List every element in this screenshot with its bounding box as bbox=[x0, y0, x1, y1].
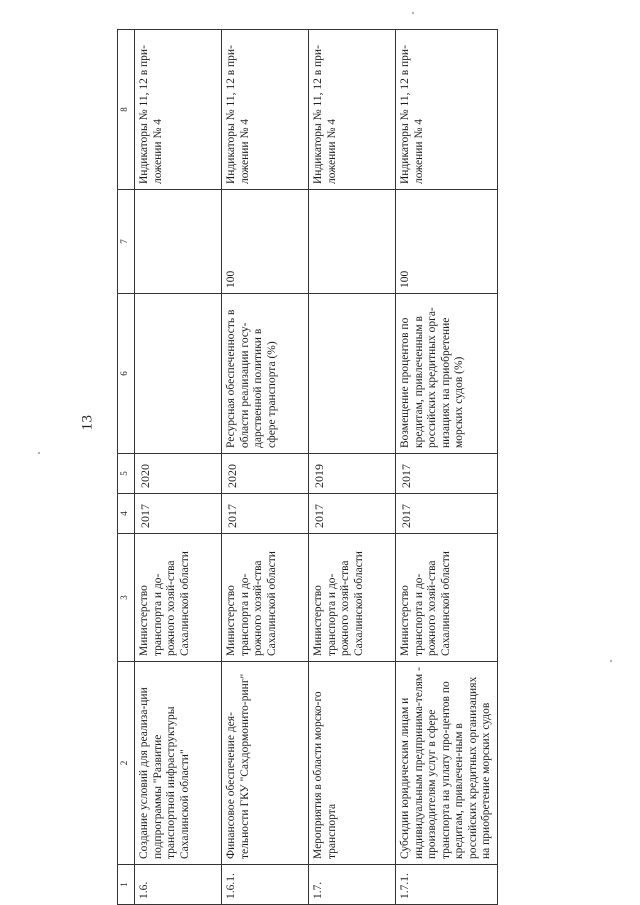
executor: Министерство транспорта и до-рожного хозяй-ства Сахалинской области bbox=[309, 534, 396, 662]
measure-name: Мероприятия в области морско-го транспорта bbox=[309, 662, 396, 865]
indicator-value bbox=[135, 190, 222, 294]
start-year: 2017 bbox=[135, 494, 222, 534]
col-header-4: 4 bbox=[118, 494, 135, 534]
col-header-6: 6 bbox=[118, 294, 135, 454]
table-stage bbox=[117, 30, 493, 905]
col-header-3: 3 bbox=[118, 534, 135, 662]
indicator bbox=[135, 294, 222, 454]
col-header-7: 7 bbox=[118, 190, 135, 294]
indicator: Возмещение процентов по кредитам, привлеченным в российских кредитных орга-низациях на приобретение морских судов (%) bbox=[396, 294, 498, 454]
indicator bbox=[309, 294, 396, 454]
scan-speck bbox=[38, 452, 40, 454]
scan-speck bbox=[412, 12, 414, 14]
col-header-8: 8 bbox=[118, 30, 135, 190]
col-header-5: 5 bbox=[118, 454, 135, 494]
measure-name: Создание условий для реализа-ции подпрограммы "Развитие транспортной инфраструктуры Сахалинской области" bbox=[135, 662, 222, 865]
table-row bbox=[135, 30, 222, 905]
measure-name: Субсидии юридическим лицам и индивидуальным предпринима-телям - производителям услуг в сфере транспорта на уплату про-центов по кредитам, привлечен-ным в российских кредитных организациях на приобретение морских судов bbox=[396, 662, 498, 865]
rotated-table-wrapper bbox=[117, 30, 493, 905]
table-row bbox=[396, 30, 498, 905]
start-year: 2017 bbox=[309, 494, 396, 534]
start-year: 2017 bbox=[396, 494, 498, 534]
col-header-1: 1 bbox=[118, 865, 135, 905]
col-header-2: 2 bbox=[118, 662, 135, 865]
indicator-value: 100 bbox=[222, 190, 309, 294]
executor: Министерство транспорта и до-рожного хозяй-ства Сахалинской области bbox=[135, 534, 222, 662]
indicator: Ресурсная обеспеченность в области реализации госу-дарственной политики в сфере транспорта (%) bbox=[222, 294, 309, 454]
indicator-link: Индикаторы № 11, 12 в при-ложении № 4 bbox=[135, 30, 222, 190]
row-number: 1.6. bbox=[135, 865, 222, 905]
executor: Министерство транспорта и до-рожного хозяй-ства Сахалинской области bbox=[222, 534, 309, 662]
indicator-link: Индикаторы № 11, 12 в при-ложении № 4 bbox=[309, 30, 396, 190]
end-year: 2017 bbox=[396, 454, 498, 494]
measures-table bbox=[117, 29, 498, 905]
row-number: 1.6.1. bbox=[222, 865, 309, 905]
indicator-value: 100 bbox=[396, 190, 498, 294]
column-number-row bbox=[118, 30, 135, 905]
end-year: 2019 bbox=[309, 454, 396, 494]
page-number: 13 bbox=[79, 414, 96, 431]
indicator-link: Индикаторы № 11, 12 в при-ложении № 4 bbox=[396, 30, 498, 190]
scan-speck bbox=[610, 660, 612, 662]
executor: Министерство транспорта и до-рожного хозяй-ства Сахалинской области bbox=[396, 534, 498, 662]
table-row bbox=[309, 30, 396, 905]
table-row bbox=[222, 30, 309, 905]
measure-name: Финансовое обеспечение дея-тельности ГКУ "Сахдормонито-ринг" bbox=[222, 662, 309, 865]
end-year: 2020 bbox=[222, 454, 309, 494]
end-year: 2020 bbox=[135, 454, 222, 494]
start-year: 2017 bbox=[222, 494, 309, 534]
indicator-link: Индикаторы № 11, 12 в при-ложении № 4 bbox=[222, 30, 309, 190]
indicator-value bbox=[309, 190, 396, 294]
row-number: 1.7. bbox=[309, 865, 396, 905]
row-number: 1.7.1. bbox=[396, 865, 498, 905]
